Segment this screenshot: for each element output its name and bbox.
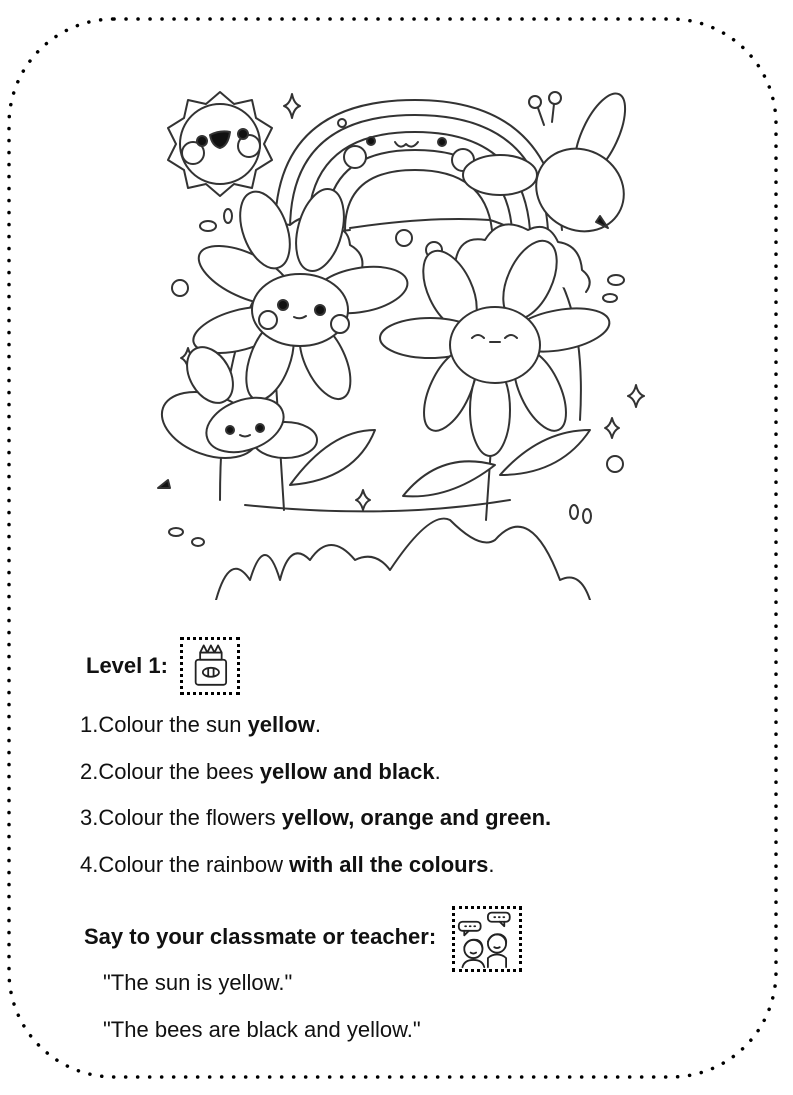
crayon-box-icon — [180, 637, 240, 695]
instructions-list — [80, 712, 551, 898]
instruction-item: 1.Colour the sun yellow. — [80, 712, 321, 737]
kids-talking-icon — [452, 906, 522, 972]
leaf-icon — [290, 430, 590, 496]
level-header — [86, 637, 240, 695]
instruction-item: 4.Colour the rainbow with all the colours. — [80, 851, 495, 877]
instruction-item: 2.Colour the bees yellow and black. — [80, 758, 441, 784]
bee-top-right-icon — [463, 87, 639, 248]
speaking-phrases — [103, 970, 421, 1064]
grass — [216, 519, 590, 600]
speaking-phrase: "The bees are black and yellow." — [103, 1017, 421, 1042]
level-label: Level 1: — [86, 653, 168, 678]
instruction-item: 3.Colour the flowers yellow, orange and green. — [80, 805, 552, 830]
coloring-illustration — [150, 80, 650, 600]
flower-left-icon — [188, 184, 411, 510]
speaking-phrase: "The sun is yellow." — [103, 970, 293, 995]
speaking-header — [84, 906, 522, 972]
bee-left-icon — [153, 339, 317, 488]
speaking-label: Say to your classmate or teacher: — [84, 924, 437, 949]
sun-icon — [168, 92, 272, 196]
